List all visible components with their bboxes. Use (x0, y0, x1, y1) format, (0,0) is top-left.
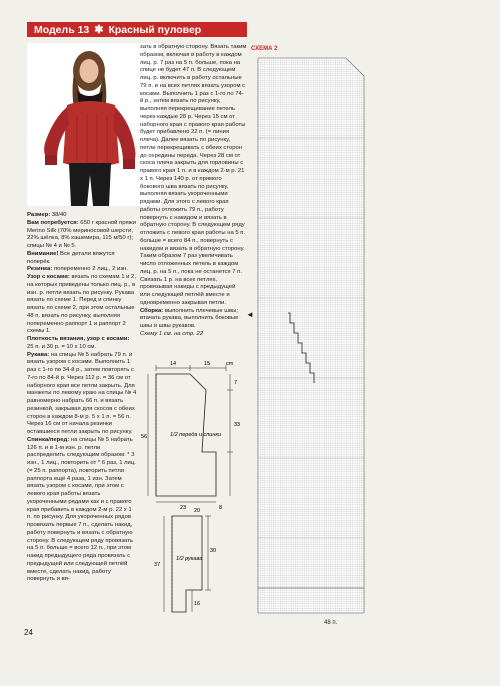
sleeve-dim-top: 20 (194, 508, 201, 514)
cable-text: вязать по схемам 1 и 2, на которых приведены только лиц. р., в изн. р. петли вязать по рисунку. Рукава вязать по схеме 1. Перед и спинку вязать по схеме 2, при этом остальные 48 п. вязать по рисунку, выполняя попеременно раппорт 1 и раппорт 2 схемы 1. (27, 274, 136, 335)
sleeve-label: 1/2 рукава (176, 556, 203, 562)
size-value: 38/40 (50, 212, 67, 218)
dim-right-top: 7 (234, 380, 238, 386)
sleeve-label: Рукава: (27, 351, 50, 358)
sleeve-dim-width: 30 (210, 548, 217, 554)
instructions-column-middle (140, 44, 247, 339)
note-text: Все детали вяжутся поперёк. (27, 250, 115, 265)
page-number: 24 (24, 628, 33, 637)
dim-bottom-right: 8 (219, 505, 223, 511)
model-header (27, 22, 247, 37)
rib-label: Резинка: (27, 266, 53, 273)
sleeve-dim-cuff: 16 (194, 601, 201, 607)
sleeve-dim-length: 37 (154, 562, 161, 568)
assembly-text: выполнить плечевые швы; втачать рукава, выполнить боковые швы и швы рукавов. (140, 307, 239, 329)
density-text: 25 п. и 30 р. = 10 х 10 см. (27, 343, 96, 350)
arrow-left-icon: ◄ (246, 310, 254, 319)
density-label: Плотность вязания, узор с косами: (27, 336, 130, 342)
continued-text: зать в обратную сторону. Вязать таким образом, включая в работу в каждом лиц. р. 7 раз на 5 п. больше, пока на спице не будет 47 п. В следующем лиц. р. включить в работу остальные 79 п. и на всех петлях вязать узором с косами. Выполнить 1 раз с 1-го по 74-й р., затем вязать по рисунку, выполняя перекрещивание петель через каждые 28 р. Через 15 см от наборного края с правого края работы будет прибавлено 22 п. (= линия плеча). Далее вязать по рисунку, петли перекрещивать с обеих сторон до середины переда. Через 28 см от скоса плеча закрыть для горловины с правого края 1 п. и в каждом 2-м р. 21 х 1 п. Через 140 р. от прямого бокового шва вязать по рисунку, выполняя вязать укороченными рядами. Для этого с левого края работы отложить 79 п., работу повернуть с накидом и вязать в обратную сторону. В следующем ряду отложить с левого края работы на 5 п. больше = всего 84 п., повернуть с накидом и вязать в обратную сторону. Таким образом 7 раз увеличивать число отложенных петель в каждом лиц. р. на 5 п., пока не останется 7 п. Связать 1 р. на всех петлях, провязывая накиды с предыдущей или следующей петлёй вместе и одновременно закрывая петли. (140, 44, 247, 306)
size-label: Размер: (27, 212, 51, 218)
sleeve-pattern-diagram (146, 508, 250, 620)
scheme-reference: Схему 1 см. на стр. 22 (140, 330, 204, 337)
sleeve-text: на спицы № 5 набрать 79 п. и вязать узором с косами. Выполнить 1 раз с 1-го по 34-й р., затем повторять с 7-го по 84-й р. Через 112 р. = 36 см от наборного края все петли закрыть. Для манжеты по левому краю на спицы № 4 равномерно набрать 66 п. и вязать резинкой, закрывая для скосов с обеих сторон в каждом 8-м р. 5 х 1 п. = 56 п. Через 16 см от начала резинки оставшиеся петли закрыть по рисунку. (27, 351, 137, 435)
instructions-column-left (27, 212, 137, 584)
dim-right-middle: 33 (234, 422, 241, 428)
knitting-chart-scheme-2 (258, 58, 364, 613)
assembly-label: Сборка: (140, 307, 164, 314)
star-icon: ✱ (94, 24, 104, 36)
scheme-row-count: 48 п. (324, 620, 338, 626)
rib-text: попеременно 2 лиц., 2 изн. (52, 266, 128, 273)
dim-left: 56 (141, 434, 148, 440)
dim-unit: cm (226, 361, 234, 367)
scheme-title: СХЕМА 2 (251, 46, 278, 52)
dim-top-left: 14 (170, 361, 177, 367)
dim-bottom: 23 (180, 505, 187, 511)
yarn-text: 650 г красной пряжи Merino Silk (70% мериносовой шерсти, 22% шёлка, 8% кашемира, 115 м/50 г); спицы № 4 и № 5. (27, 219, 136, 249)
model-number: Модель 13 (34, 23, 90, 36)
front-back-label: 1/2 переда и спинки (170, 432, 222, 438)
note-label: Внимание! (27, 250, 59, 257)
cable-label: Узор с косами: (27, 274, 70, 280)
back-label: Спинка/перед: (27, 436, 70, 443)
dim-top-right: 15 (204, 361, 211, 367)
model-title: Красный пуловер (108, 23, 202, 36)
yarn-label: Вам потребуется: (27, 219, 79, 226)
back-text: на спицы № 5 набрать 126 п. и в 1-м изн. р. петли распределить следующим образом: * 3 изн., 1 лиц., повторить от * 6 раз, 1 лиц. (= 25 п. раппорта), повторить петли раппорта ещё 4 раза, 1 изн. Затем вязать узором с косами, при этом с левого края работы вязать укороченными рядами как и с правого края прибавить в каждом 2-м р. 22 х 1 п. по рисунку. Для укороченных рядов провязать первые 7 п., сделать накид, работу повернуть и вязать с обратную сторону. В следующем ряду провязать на 5 п. больше = всего 12 п., при этом накид предыдущего ряда провязать с предыдущей или следующей петлёй вместе, сделать накид, работу повернуть и вя- (27, 436, 136, 583)
